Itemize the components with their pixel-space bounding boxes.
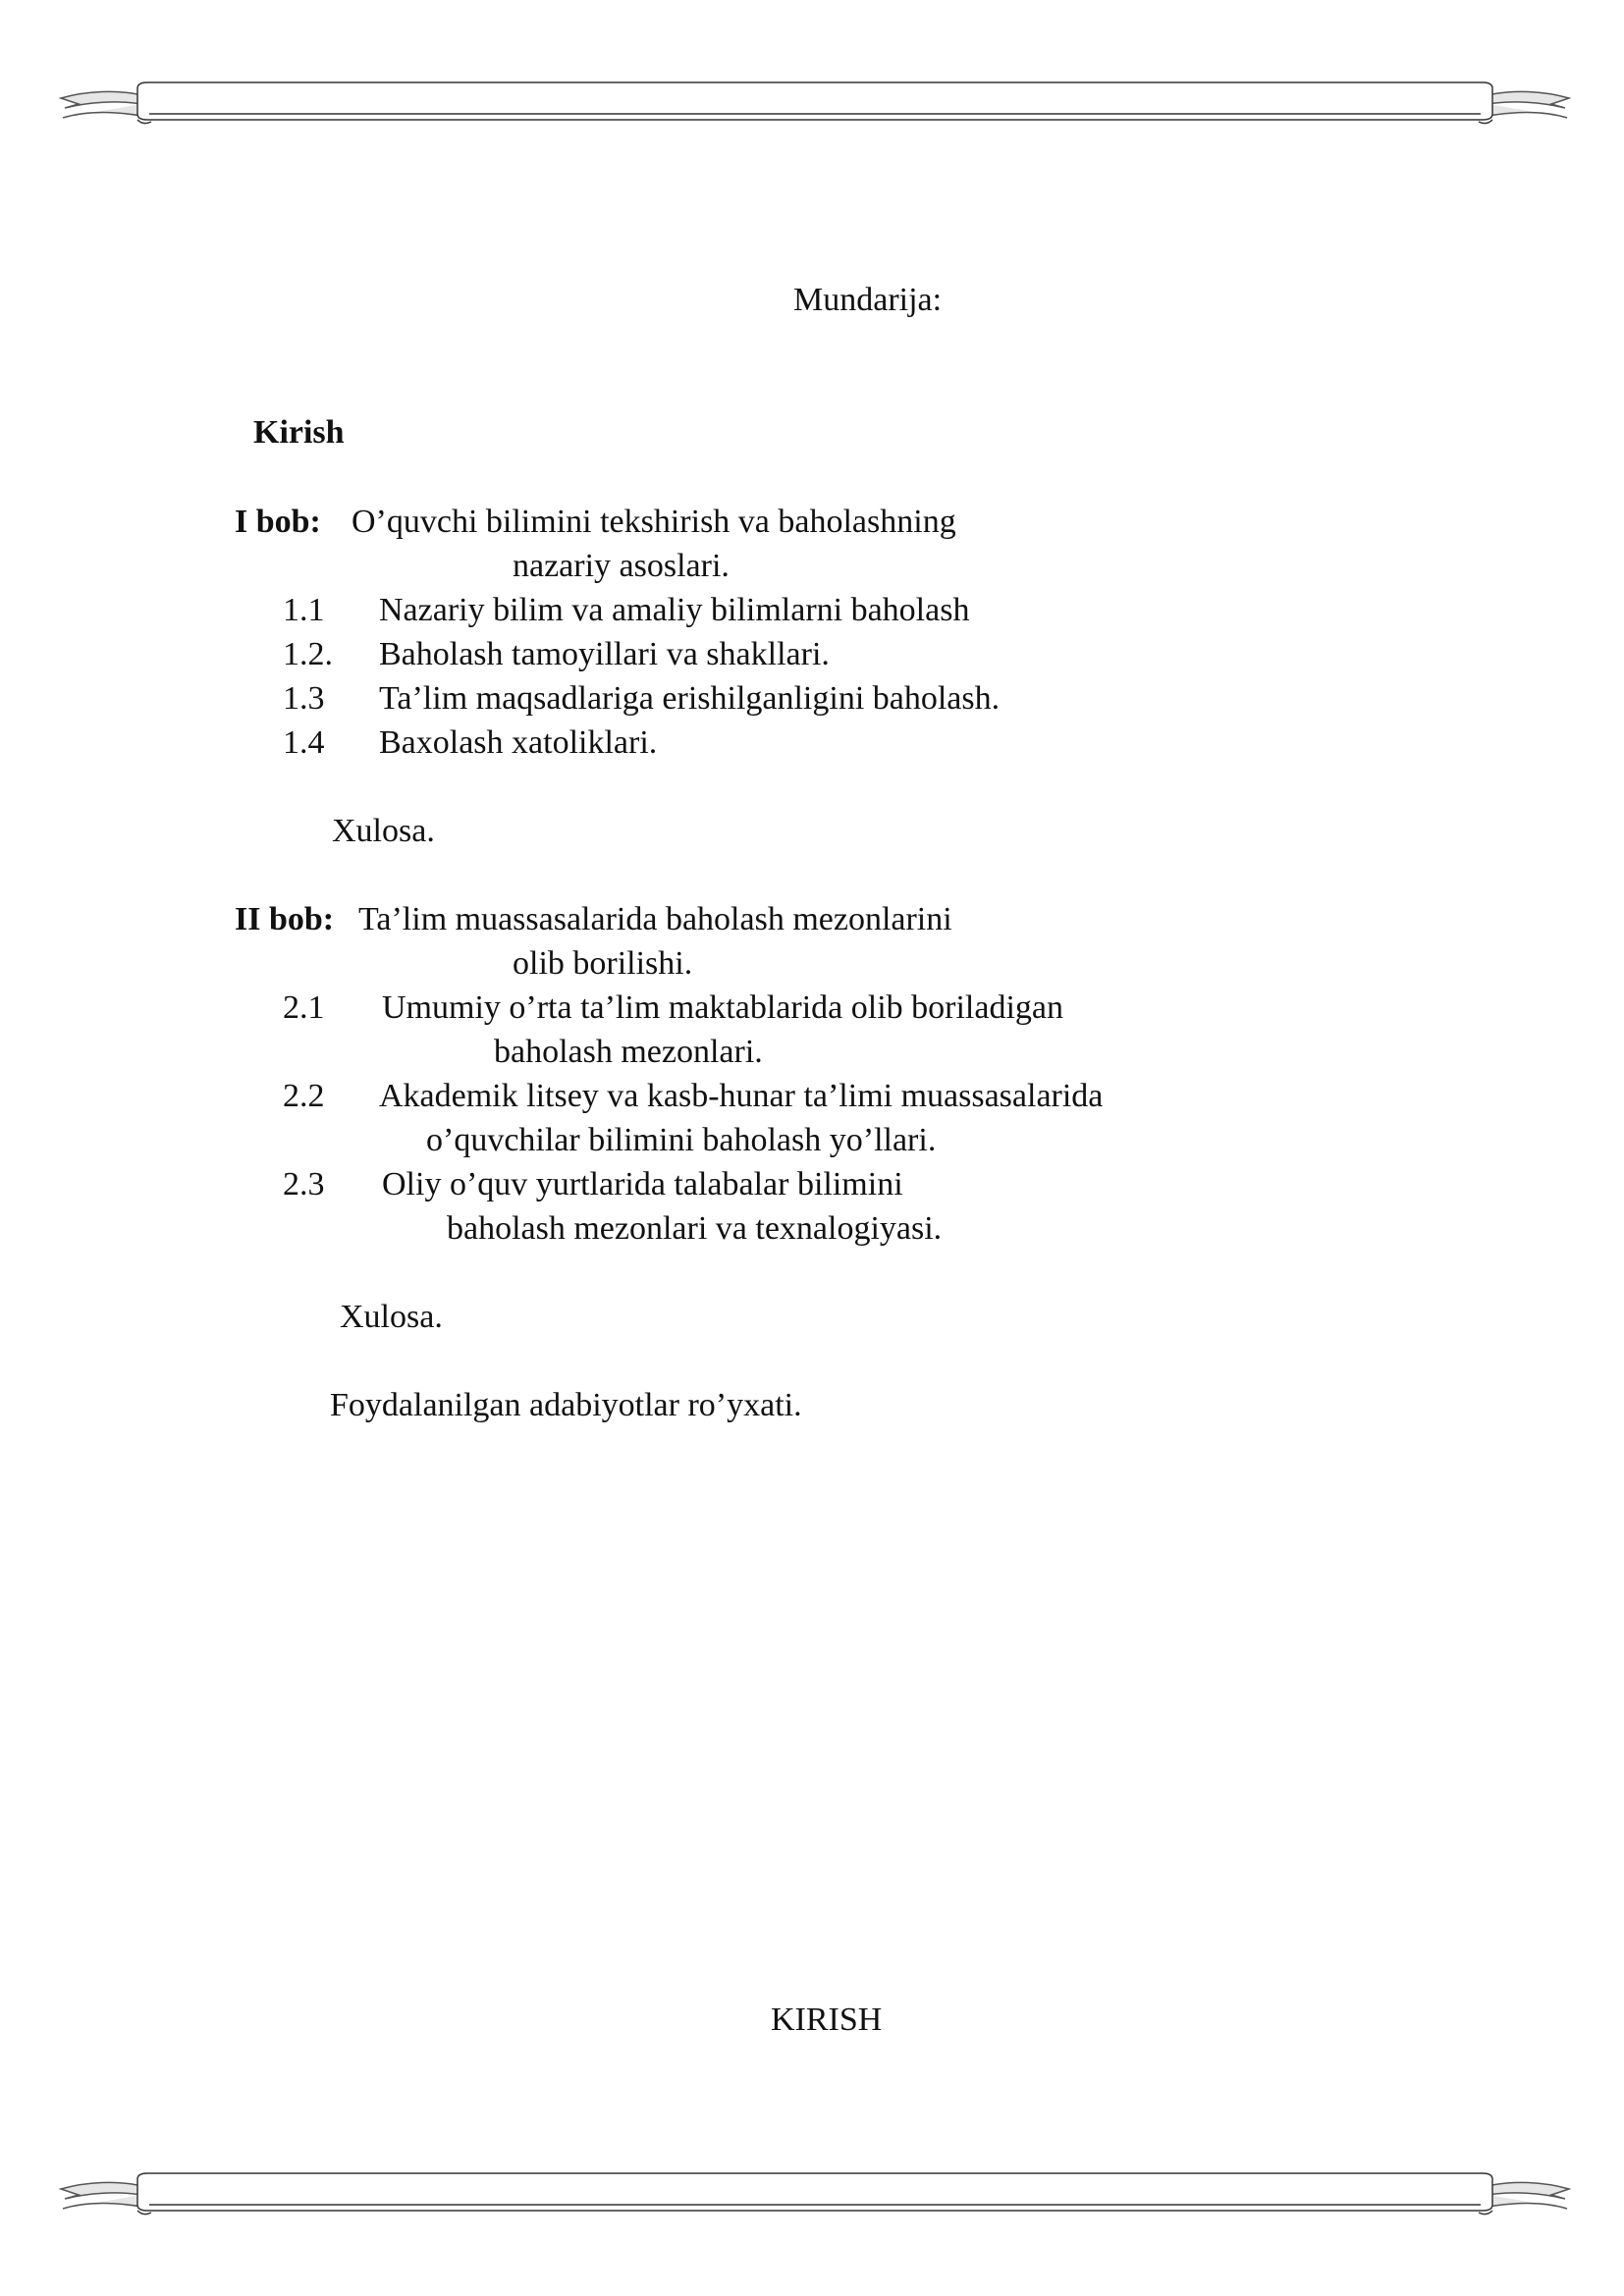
toc-item-line1: Umumiy o’rta ta’lim maktablarida olib boriladigan [382, 989, 1063, 1026]
toc-item-number: 2.1 [283, 989, 325, 1026]
toc-heading: Mundarija: [793, 282, 943, 318]
toc-item-line1: Oliy o’quv yurtlarida talabalar bilimini [382, 1166, 903, 1202]
toc-item-number: 1.3 [283, 680, 325, 717]
toc-item-number: 1.4 [283, 724, 325, 761]
chapter-1-title-line2: nazariy asoslari. [513, 548, 730, 584]
toc-item-number: 1.1 [283, 592, 325, 628]
top-scroll-banner-icon [59, 79, 1571, 137]
toc-intro: Kirish [253, 414, 345, 451]
bottom-scroll-banner-icon [59, 2169, 1571, 2228]
chapter-2-conclusion: Xulosa. [340, 1299, 443, 1335]
toc-item-line2: baholash mezonlari va texnalogiyasi. [447, 1210, 943, 1247]
toc-item-line1: Akademik litsey va kasb-hunar ta’limi muassasalarida [379, 1078, 1104, 1114]
chapter-2-title-line2: olib borilishi. [513, 945, 693, 982]
chapter-2-label: II bob: [235, 901, 335, 937]
toc-item-line2: baholash mezonlari. [494, 1034, 763, 1070]
toc-item-text: Baxolash xatoliklari. [379, 724, 658, 761]
chapter-1-title-line1: O’quvchi bilimini tekshirish va baholashning [352, 504, 956, 540]
toc-item-text: Nazariy bilim va amaliy bilimlarni baholash [379, 592, 970, 628]
toc-item-number: 1.2. [283, 636, 333, 672]
toc-item-number: 2.3 [283, 1166, 325, 1202]
section-heading-kirish: KIRISH [771, 2002, 883, 2038]
toc-item-line2: o’quvchilar bilimini baholash yo’llari. [426, 1122, 937, 1158]
chapter-1-conclusion: Xulosa. [332, 813, 435, 849]
toc-item-number: 2.2 [283, 1078, 325, 1114]
chapter-2-title-line1: Ta’lim muassasalarida baholash mezonlarini [358, 901, 952, 937]
toc-references: Foydalanilgan adabiyotlar ro’yxati. [330, 1387, 802, 1423]
chapter-1-label: I bob: [235, 504, 321, 540]
toc-item-text: Ta’lim maqsadlariga erishilganligini baholash. [379, 680, 1001, 717]
toc-item-text: Baholash tamoyillari va shakllari. [379, 636, 830, 672]
